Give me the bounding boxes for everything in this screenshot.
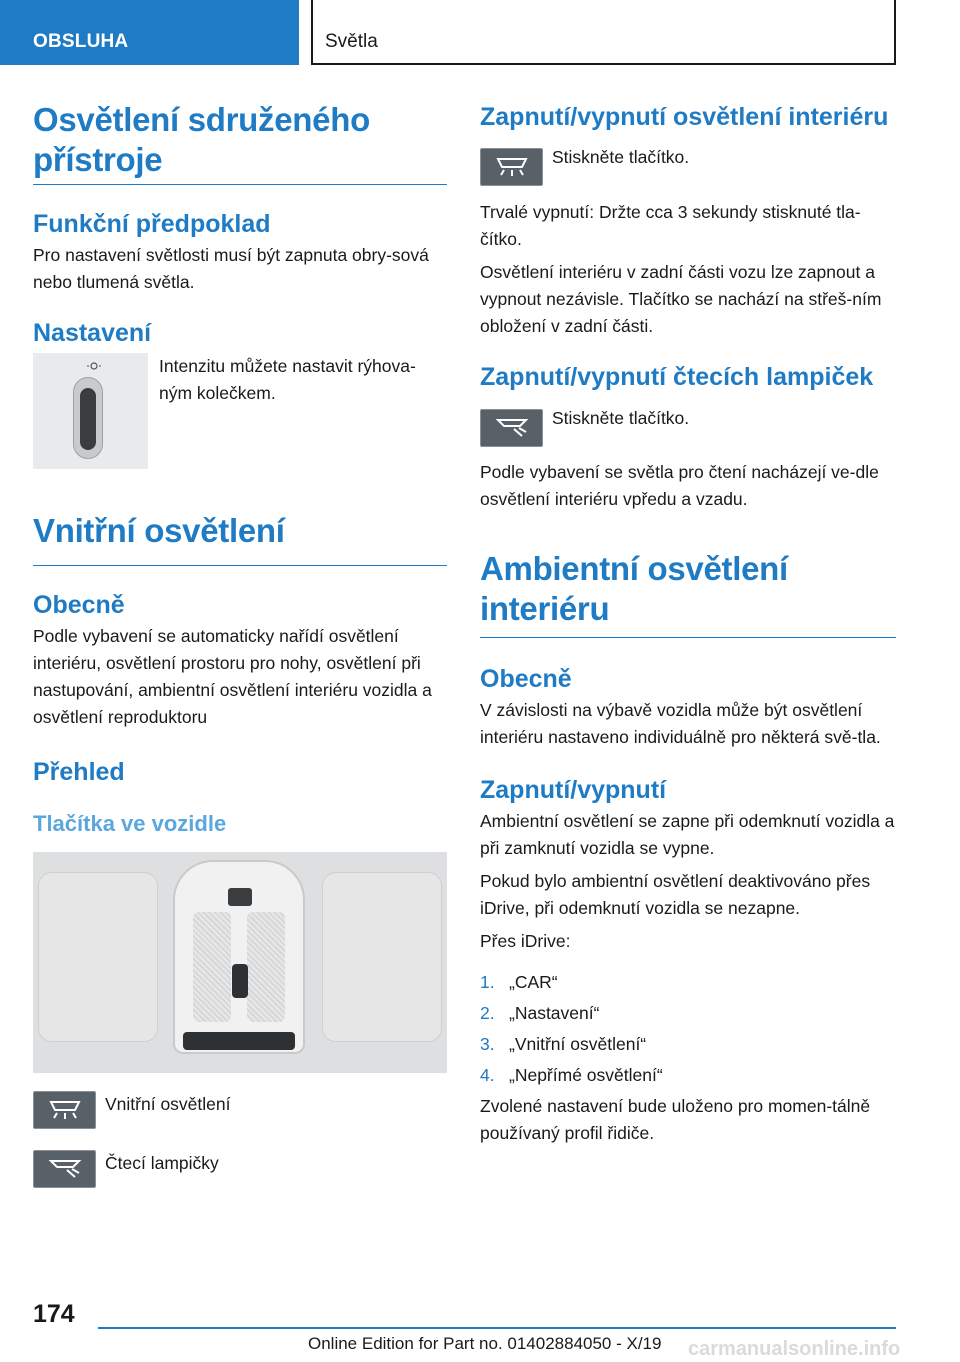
section-tab [0,0,299,65]
text-general: Podle vybavení se automaticky nařídí osvětlení interiéru, osvětlení prostoru pro nohy, osvětlení při nastupování, ambientní osvětlení interiéru vozidla a osvětlení reproduktoru [33,626,432,727]
text-ambient-onoff-2: Pokud bylo ambientní osvětlení deaktivováno přes iDrive, při odemknutí vozidla se nezapne. [480,871,871,918]
text-permanent-off: Trvalé vypnutí: Držte cca 3 sekundy stisknuté tla‐čítko. [480,202,861,249]
heading-ambient-general: Obecně [480,665,572,693]
chapter-tab [311,0,896,65]
heading-rule [33,184,447,185]
list-item: 4. „Nepřímé osvětlení“ [480,1065,663,1085]
chapter-label: Světla [325,31,378,52]
section-label: OBSLUHA [33,31,129,52]
roof-console-image [33,852,447,1073]
heading-ambient-lighting: Ambientní osvětlení interiéru [480,550,788,627]
list-item: 2. „Nastavení“ [480,1003,600,1023]
left-column [33,100,447,1188]
heading-rule [33,565,447,566]
text-reading-lights: Podle vybavení se světla pro čtení nacházejí ve‐dle osvětlení interiéru vpředu a vzadu. [480,462,879,509]
dome-light-icon [480,148,543,186]
thumbwheel [73,377,103,459]
heading-interior-lighting: Vnitřní osvětlení [33,512,285,549]
reading-button-row [480,409,896,447]
legend-reading-label: Čtecí lampičky [105,1153,219,1173]
page-number: 174 [33,1300,75,1328]
legend-interior-label: Vnitřní osvětlení [105,1094,231,1114]
heading-overview: Přehled [33,758,125,786]
footer-rule [98,1327,896,1329]
brightness-icon [86,361,102,371]
dome-light-icon [33,1091,96,1129]
watermark: carmanualsonline.info [688,1338,901,1360]
reading-light-icon [480,409,543,447]
heading-interior-onoff: Zapnutí/vypnutí osvětlení interiéru [480,103,889,131]
text-rear-lighting: Osvětlení interiéru v zadní části vozu lze zapnout a vypnout nezávisle. Tlačítko se nachází na střeš‐ním obložení v zadní části. [480,262,882,336]
legend-interior [33,1091,447,1129]
heading-setting: Nastavení [33,319,152,347]
heading-rule [480,637,896,638]
setting-row [33,353,447,469]
heading-requirement: Funkční předpoklad [33,210,271,238]
text-via-idrive: Přes iDrive: [480,931,571,951]
text-press-button-2: Stiskněte tlačítko. [552,408,690,428]
heading-reading-onoff: Zapnutí/vypnutí čtecích lampiček [480,363,874,391]
idrive-steps [480,967,896,1091]
right-column [480,100,896,1147]
reading-light-icon [33,1150,96,1188]
text-requirement: Pro nastavení světlosti musí být zapnuta obry‐sová nebo tlumená světla. [33,245,429,292]
heading-buttons-in-vehicle: Tlačítka ve vozidle [33,811,227,836]
thumbwheel-image [33,353,148,469]
interior-button-row [480,148,896,186]
footer-edition: Online Edition for Part no. 01402884050 - X/19 [308,1334,662,1353]
text-ambient-general: V závislosti na výbavě vozidla může být osvětlení interiéru nastaveno individuálně pro některá svě‐tla. [480,700,881,747]
heading-cluster-lighting: Osvětlení sdruženého přístroje [33,101,370,178]
text-ambient-onoff-1: Ambientní osvětlení se zapne při odemknutí vozidla a při zamknutí vozidla se vypne. [480,811,895,858]
heading-ambient-onoff: Zapnutí/vypnutí [480,776,667,804]
text-press-button-1: Stiskněte tlačítko. [552,147,690,167]
heading-general: Obecně [33,591,125,619]
text-setting: Intenzitu můžete nastavit rýhova‐ ným kolečkem. [159,356,416,403]
list-item: 1. „CAR“ [480,972,558,992]
list-item: 3. „Vnitřní osvětlení“ [480,1034,647,1054]
text-setting-saved: Zvolené nastavení bude uloženo pro momen‐tálně používaný profil řidiče. [480,1096,871,1143]
legend-reading [33,1150,447,1188]
